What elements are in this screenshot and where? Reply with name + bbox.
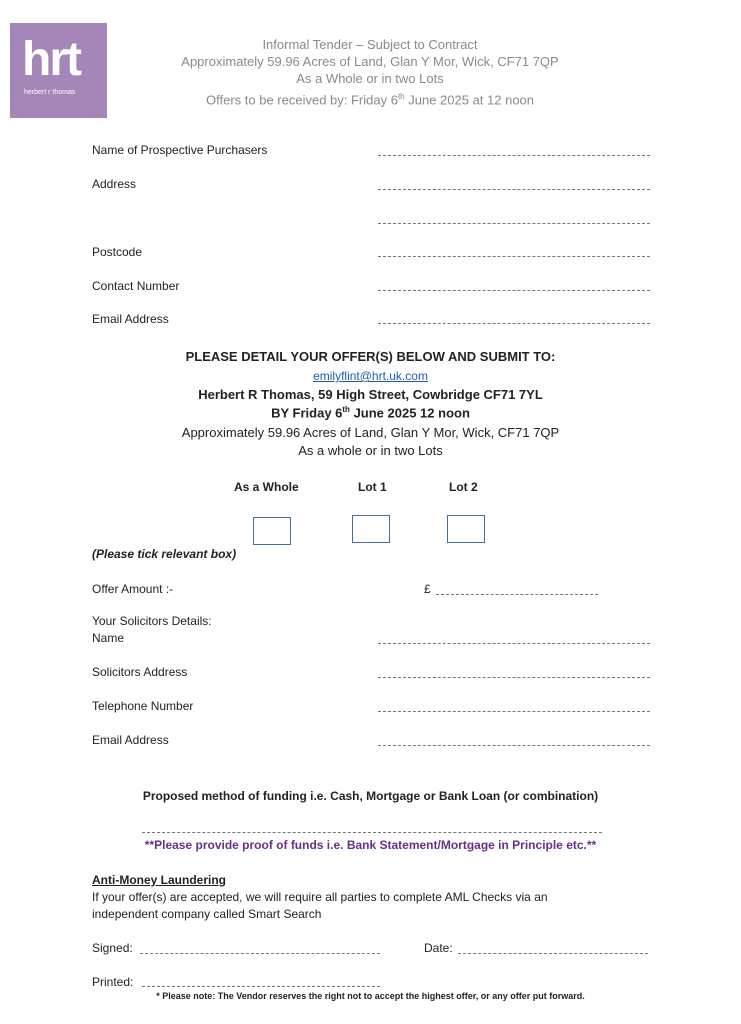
printed-label: Printed:	[92, 975, 134, 989]
funding-field[interactable]	[142, 832, 602, 833]
date-field[interactable]	[458, 953, 648, 954]
postcode-label: Postcode	[92, 245, 143, 259]
solicitor-email-label: Email Address	[92, 733, 169, 747]
tick-box-whole[interactable]	[253, 517, 291, 545]
solicitor-heading: Your Solicitors Details:	[92, 614, 212, 628]
signed-field[interactable]	[140, 953, 380, 954]
offer-currency: £	[424, 582, 431, 596]
aml-text-1: If your offer(s) are accepted, we will require all parties to complete AML Checks via an	[92, 890, 548, 904]
funding-label: Proposed method of funding i.e. Cash, Mortgage or Bank Loan (or combination)	[142, 789, 599, 803]
purchaser-name-field[interactable]	[378, 155, 650, 156]
logo-subtitle: herbert r thomas	[24, 89, 76, 96]
email-label: Email Address	[92, 312, 169, 326]
signed-label: Signed:	[92, 941, 133, 955]
tick-box-lot1[interactable]	[352, 515, 390, 543]
header-property: Approximately 59.96 Acres of Land, Glan Y Mor, Wick, CF71 7QP	[181, 54, 559, 69]
email-field[interactable]	[378, 323, 650, 324]
offer-amount-field[interactable]	[436, 594, 598, 595]
option-whole-label: As a Whole	[234, 480, 299, 494]
contact-label: Contact Number	[92, 279, 180, 293]
header-deadline: Offers to be received by: Friday 6th June 2025 at 12 noon	[205, 92, 535, 108]
printed-field[interactable]	[142, 986, 380, 987]
header-title: Informal Tender – Subject to Contract	[262, 37, 478, 52]
purchaser-name-label: Name of Prospective Purchasers	[92, 143, 268, 157]
submit-heading: PLEASE DETAIL YOUR OFFER(S) BELOW AND SUBMIT TO:	[185, 349, 556, 364]
tick-note: (Please tick relevant box)	[92, 547, 237, 561]
option-lot1-label: Lot 1	[358, 480, 387, 494]
proof-of-funds-note: **Please provide proof of funds i.e. Bank Statement/Mortgage in Principle etc.**	[144, 838, 597, 852]
submit-lots: As a whole or in two Lots	[298, 443, 443, 458]
contact-field[interactable]	[378, 290, 650, 291]
tick-box-lot2[interactable]	[447, 515, 485, 543]
submit-email-link[interactable]: emilyflint@hrt.uk.com	[313, 369, 428, 383]
solicitor-name-field[interactable]	[378, 643, 650, 644]
address-field-2[interactable]	[378, 223, 650, 224]
submit-property: Approximately 59.96 Acres of Land, Glan Y Mor, Wick, CF71 7QP	[181, 425, 560, 440]
solicitor-phone-field[interactable]	[378, 711, 650, 712]
footnote: * Please note: The Vendor reserves the right not to accept the highest offer, or any offer put forward.	[156, 991, 585, 1001]
address-field-1[interactable]	[378, 189, 650, 190]
company-logo	[10, 23, 107, 118]
offer-label: Offer Amount :-	[92, 582, 174, 596]
logo-mark: hrt	[22, 33, 80, 86]
submit-deadline: BY Friday 6th June 2025 12 noon	[271, 405, 470, 421]
postcode-field[interactable]	[378, 256, 650, 257]
aml-text-2: independent company called Smart Search	[92, 907, 322, 921]
header-lots: As a Whole or in two Lots	[296, 71, 444, 86]
option-lot2-label: Lot 2	[449, 480, 478, 494]
solicitor-address-field[interactable]	[378, 677, 650, 678]
date-label: Date:	[424, 941, 453, 955]
solicitor-phone-label: Telephone Number	[92, 699, 194, 713]
address-label: Address	[92, 177, 137, 191]
solicitor-name-label: Name	[92, 631, 125, 645]
aml-heading: Anti-Money Laundering	[92, 873, 226, 887]
solicitor-address-label: Solicitors Address	[92, 665, 188, 679]
submit-address: Herbert R Thomas, 59 High Street, Cowbridge CF71 7YL	[198, 387, 543, 402]
solicitor-email-field[interactable]	[378, 745, 650, 746]
